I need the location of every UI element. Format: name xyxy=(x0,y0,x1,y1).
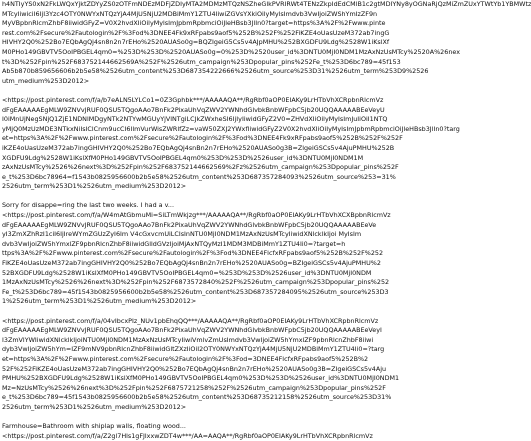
encoded-link-line: yMjQ0MzUzMDE3NTkxNiIsIClCnm9ucCI6IlmVurWisZWRlfZz=vaW50ZXJ2YWxfIiwidGFyZ2V0X2hvdXIiOiIyMyIsImJpbmRpbmciOiJleHBsb3JlIn0?targ xyxy=(2,124,460,133)
encoded-link-line: <https://post.pinterest.com/f/a/04vIbcxPIz_NUv1pbEhqQQ***/AAAAAQA**/RgRbf0aOP0EIAKy9LrHTbVhXCRpbnRlcmVz xyxy=(2,316,379,325)
encoded-link-line: dFgEAAAAAEgMLW9ZNVvJRUF0QSU5TQgoAAo7BnFk2PixaUhVqZWV2YWNhdGlvbkBnbWFpbC5jb20UQQAAAAABEeVeyU xyxy=(2,105,385,114)
encoded-link-line: I0iMnUjNegSNjQ1ZjE1NDNlMDgyNTk2NTYwMGUyYjVlNTgiLCJkZWxheSI6IjIyIiwidGFyZ2V0=ZHVdXIiOilyMyIsImJuIiOiI1NTQ xyxy=(2,115,388,124)
encoded-link-line: 1%2526utm_term%253D1%2526utm_medium%253D2012> xyxy=(2,297,197,306)
encoded-link-line: 2526utm_term%253D1%2526utm_medium%253D2012> xyxy=(2,402,187,411)
blank-line xyxy=(2,307,398,317)
blank-line xyxy=(2,413,398,423)
encoded-link-line: dyb3VwIjoiZW5hYm=IZF9mNV9pbnRlcnZhbF8iiwidGltZXzIiOiI2OTY0NWYxNTQzYjA4MjU5NjU2MDBiMmY1ZTU4Ii0=?targ xyxy=(2,345,385,354)
encoded-link-line: et=https%3A%2F%2Fwww.pinterest.com%2Fsecure%2Fautologin%2F%3Fod%3DNEE4Fk9xRFpabs9aof5%252B%252F%252F xyxy=(2,134,403,143)
pin-caption-line: Sorry for disappe=ring the last two weeks. I had a v... xyxy=(2,201,174,210)
encoded-link-line: utm_medium%253D2012> xyxy=(2,76,90,85)
encoded-link-line: dFgEAAAAAEgMLW9ZNVvJRUF0QSU5TQgoAAo7BnFk2PixaUhVqZWV2YWNhdGlvbkBnbWFpbC5jb20UQQAAAAABEeVe xyxy=(2,220,377,229)
encoded-link-line: MyVBpbnRlcmZhbF8iiwidGFyZ=V0X2hvdXIiOilyMylsImJpbmRpbmciOiJleHBsb3JlIn0?target=https%3A%2F%2Fwww.pinte xyxy=(2,19,386,28)
encoded-link-line: iKZE4oUasUzeM372ab7ingGHIVHY2Q0%252Bo7EQbAgQj4snBn2n7rEHo%2520AUASo0g3B=ZlgeiGSCs5v4AjuPMHU%252B xyxy=(2,143,395,152)
encoded-link-line: FiKZE4oUasUzeM372ab7ingGHIVHY2Q0%252Bo7EQbAgQj4snBn2n7rEHo%2520AUASo0g=BZIgeiGSCs5v4AjuPMHU%2 xyxy=(2,259,381,268)
encoded-link-line: rest.com%2Fsecure%2Fautologin%2F%3Fod%3DNEE4Fk9xRFpabs9aof5%252B%252F%252FiKZE4oUasUzeM372ab7ingG xyxy=(2,28,390,37)
encoded-link-line: XGDFU9Ldg%2528W1iKslXfM0PHo149GBVTV5OoIPBGEL4qm0%253D%253D%2526user_id%3DNTU0MjI0NDM1M xyxy=(2,153,364,162)
encoded-link-line: <https://post.pinterest.com/f/a/b7eALN5LYLCo1=0Z3Gphbk***/AAAAAQA**/RgRbf0aOP0EIAKy9LrHTbVhXCRpbnRlcmVz xyxy=(2,95,384,104)
encoded-link-line: <https://post.pinterest.com/f/a/Z2gl7Hls1gFJlxxwZDT4w***/AA=AAQA**/RgRbf0aOP0EIAKy9LrHTbVhXCRpbnRlcmVz xyxy=(2,431,373,440)
encoded-link-line: 1MzAxNzUsMTcy%2526%26next%3D%252Fpin%252F6873572840%252F%2526utm_campaign%253Dpopular_pins%252 xyxy=(2,278,390,287)
encoded-link-line: Fe_t%253D6bc789=45f1543b0825956600b2b5e58%2526utm_content%253D687357284095%2526utm_source%253D3 xyxy=(2,287,389,296)
encoded-link-line: MTcyIiwiciI6IjI3Yzc4OTY0NWYxNTQzYjA4MjU5NjU2MDBiMmY1ZTU4IiwiZGVsYXkiOilyMylsImdvb3VwIjoiZWShYmIzZF9n xyxy=(2,9,378,18)
encoded-link-line: zAxNzUsMTcy%2526%26next%3D%252Fpin%252F683752144662569%2Fz%2526utm_campaign%253Dpopular_pins%252F xyxy=(2,163,399,172)
encoded-link-line: et=https%3A%2F%2Fwww.pinterest.com%2Fsecure%2Fautologin%2F%3Fod=3DNEE4FlcfxRFpabs9aof5%252B%2 xyxy=(2,354,369,363)
encoded-link-line: yI3ZmXZhRzI1ciI6IjIreWYmZGUzZyI6Im V4cGxvcmUiLCIsInNTU0MjI0NDM1MzAxNzUsMTcyIiwidXNlcklkIjoi MyIsIm xyxy=(2,230,362,239)
message-body-text xyxy=(2,0,531,441)
encoded-link-line: e_t%253D6bc789=45f1543b0825956600b2b5e58%2526utm_content%253D68735212158%2526utm_source%253D31% xyxy=(2,393,392,402)
blank-line xyxy=(2,86,398,96)
encoded-link-line: HIVHY2Q0%252Bo7EQbAgQj4sn8n2n7rEHo%2520AUASo0g=BQZIgeiG5Cs5v4AJpMHU%252BXGDFU9Ldg%2528W1iKslXf xyxy=(2,38,390,47)
pin-caption-line: Farmhouse=Bathroom with shiplap walls, floating wood... xyxy=(2,422,186,431)
encoded-link-line: Ab5b870b859656606b2b5e58%2526utm_content%253D687354222666%2526utm_source%253D31%2526utm_term%253D9%2526 xyxy=(2,67,429,76)
encoded-link-line: M0PHo149GBVTV5OoIPBGEL4qm0=%253D%253D%2520AUASo0g=0%253D%2520user_id%3DNTU0MjI0NDM1MzAxNzUsMTcy%2520A%26nex xyxy=(2,47,460,56)
encoded-link-line: 52BXGDFU9Ldg%2528W1iKslXfM0PHo149GBVTV5OoIPBGEL4qm0=%253D%253D%2526user_id%3DNTU0MjI0NDM xyxy=(2,268,372,277)
encoded-link-line: Mz=NzUsMTcy%2526%26next%3D%252Fpin%252F6875721258%252F%2526utm_campaign%253Dpopular_pins%252F xyxy=(2,383,386,392)
encoded-link-line: dvb3VwIjoiZW5hYmxlZF9pbnRlcnZhbF8iiwidGlldGVzIjoiMjAxNTQyMzI1MDM3MDBiMmY1ZTU4Ii0=?target=h xyxy=(2,239,346,248)
encoded-link-line: I3ZmVlYWIiwidXNlcklkIjoiNTU0MjI0NDM1MzAxNzUsMTcyIiwiVmlvZmUsImdvb3VwIjoiZW5hYmxlZF9pbnRlcnZhbF8iiwi xyxy=(2,335,374,344)
encoded-link-line: ttps%3A%2F%2Fwww.pinterest.com%2Fsecure%2Fautologin%2F%3Fod%3DNEE4FlcfxRFpabs9aof5%252B%252F%252 xyxy=(2,249,384,258)
encoded-link-line: PMHU%252BXGDFU9Ldg%2528W1iKslXfM0PHo149GBVTV5OoIPBGEL4qm0%253D%253D%2526user_id%3DNTU0MjI0NDM1 xyxy=(2,374,400,383)
encoded-link-line: 52F%252FiKZE4oUasUzeM372ab7ingGHIVHY2Q0%252Bo7EQbAgQj4snBn2n7rEHo%2520AUASo0g3B=ZIgeiGSCs5v4Aju xyxy=(2,364,387,373)
encoded-link-line: 2526utm_term%253D1%2526utm_medium%253D2012> xyxy=(2,182,187,191)
encoded-link-line: e_t%253D6bc78964=f1543b0825956600b2b5e58%2526utm_content%253D687357284093%2526utm_source%253=31% xyxy=(2,172,396,181)
encoded-link-line: dFgEAAAAAEgMLW9ZNVvJRUF0QSU5TQgoAAo7BnFk2PixaUhVqZWV2YWNhdGlvbkBnbWFpbC5jb20UQQAAAAABEeVeyI xyxy=(2,326,382,335)
blank-line xyxy=(2,192,398,202)
encoded-link-line: <https://post.pinterest.com/f/a/W4mAtGbmuMi=SiLTmWkjzg***/AAAAAQA**/RgRbf0aOP0EIAKy9LrHTbVhXCXBpbnRlcmVz xyxy=(2,211,391,220)
encoded-link-line: h4NTIyYS0xN2FkLWQxYjktZDYyZS0zOTFmNDEzMDFjZDIyMTA2MDMzMTQzNSZheGlkPVRIRWt4TENzZkpIdEdCMlB1c2gtMDIYNy8yOGNaRjQzMiZmZUxYTWtYb1YBMWtz xyxy=(2,0,531,8)
encoded-link-line: t%3D%252Fpin%252F683752144662569A%252F%2526utm_campaign%253Dpopular_pins%252Fe_t%253D6bc789=45f153 xyxy=(2,57,401,66)
